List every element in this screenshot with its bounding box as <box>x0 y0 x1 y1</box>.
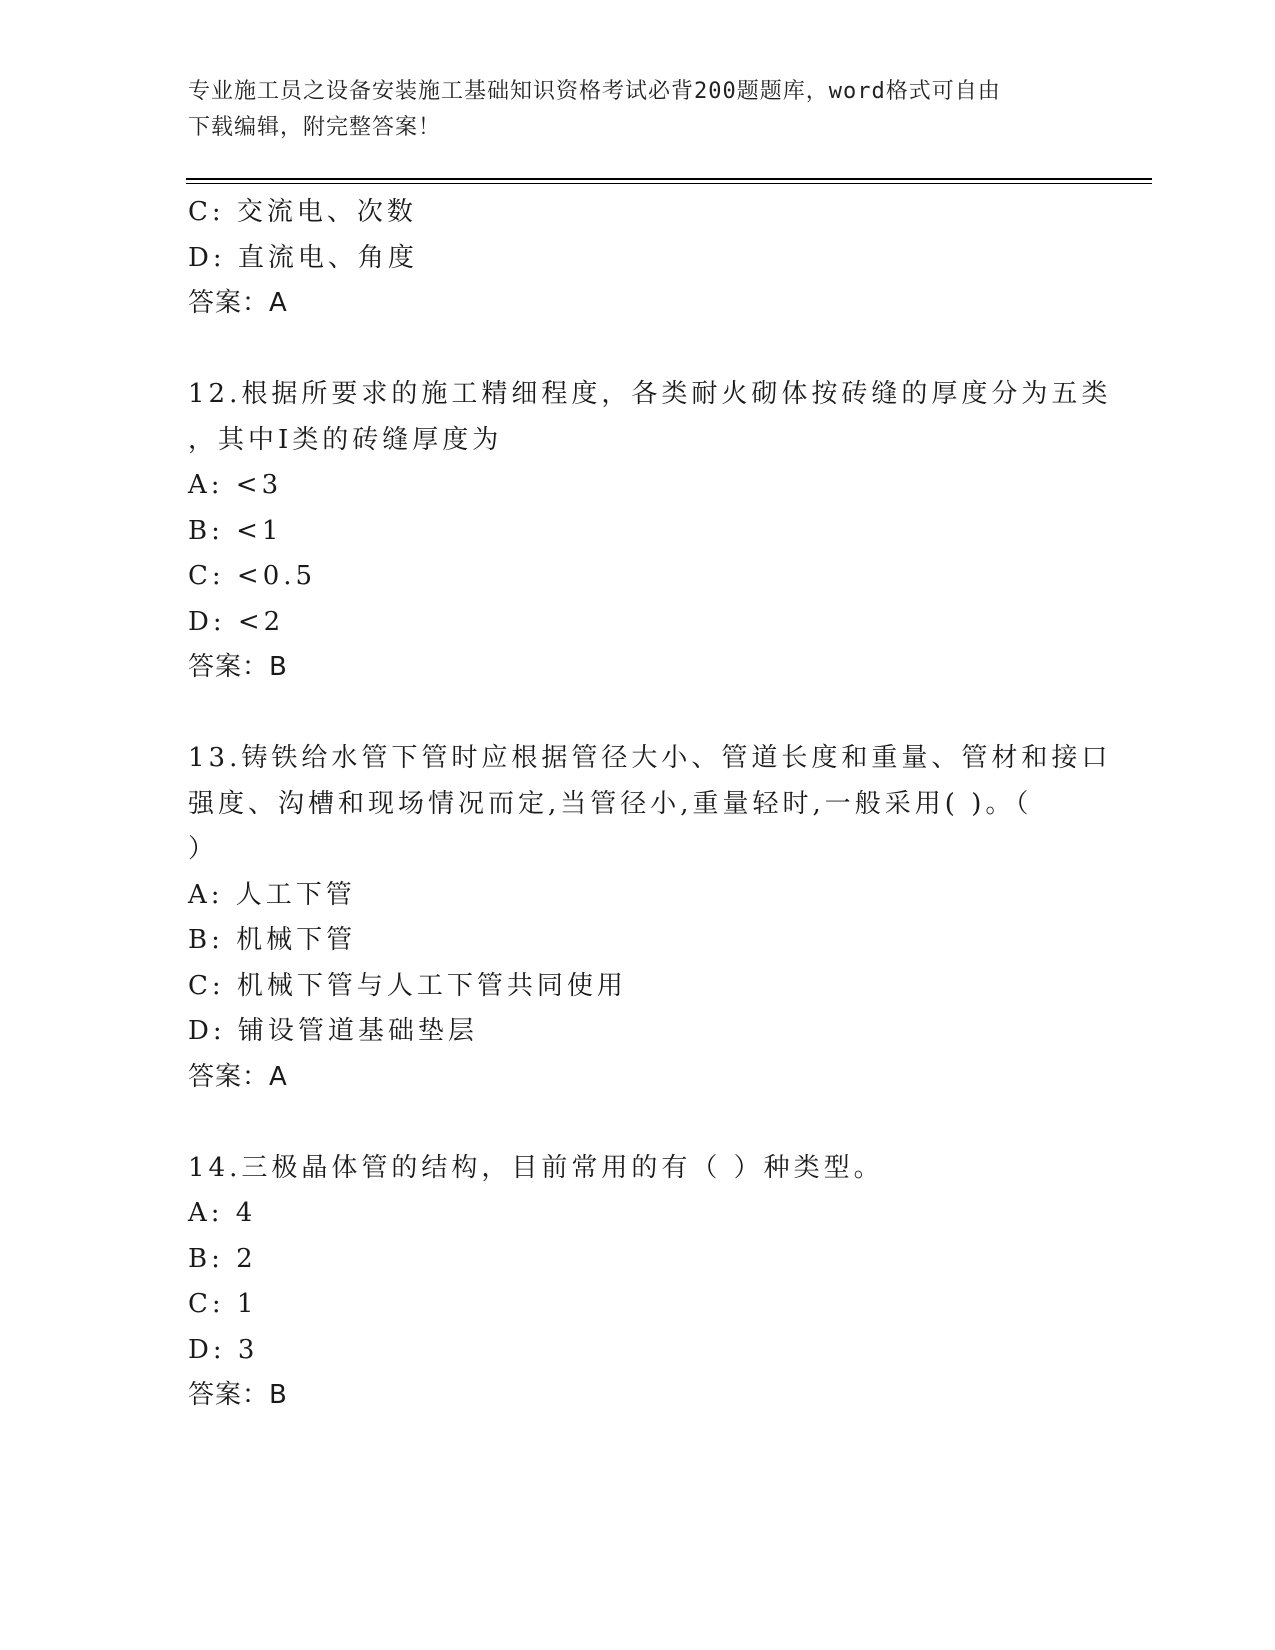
answer: 答案：B <box>188 1380 288 1410</box>
header-divider-thin <box>186 183 1152 184</box>
option-c: C: 交流电、次数 <box>188 197 417 227</box>
option-c: C: 机械下管与人工下管共同使用 <box>188 970 627 1001</box>
option-d: D: 直流电、角度 <box>188 242 418 273</box>
answer: 答案：A <box>188 1061 288 1092</box>
question-text-line: ） <box>188 834 219 864</box>
question-text-line: 13.铸铁给水管下管时应根据管径大小、管道长度和重量、管材和接口 <box>188 743 1112 773</box>
question-text-line: 强度、沟槽和现场情况而定,当管径小,重量轻时,一般采用( )。（ <box>188 788 1033 819</box>
spacer <box>188 691 1088 737</box>
header-divider-thick <box>186 178 1152 180</box>
document-header <box>188 74 1068 146</box>
answer: 答案：B <box>188 652 288 682</box>
option-d: D: 3 <box>188 1334 259 1365</box>
header-line-1: 专业施工员之设备安装施工基础知识资格考试必背200题题库，word格式可自由 <box>188 79 1001 104</box>
question-14 <box>188 1146 1088 1419</box>
spacer <box>188 327 1088 373</box>
answer: 答案：A <box>188 288 288 318</box>
option-c: C: <0.5 <box>188 561 317 591</box>
option-b: B: 机械下管 <box>188 925 357 955</box>
question-11-continued <box>188 190 1088 327</box>
question-text-line: 12.根据所要求的施工精细程度，各类耐火砌体按砖缝的厚度分为五类 <box>188 379 1112 409</box>
spacer <box>188 1100 1088 1146</box>
header-line-2: 下载编辑，附完整答案！ <box>188 115 442 140</box>
option-b: B: <1 <box>188 515 283 546</box>
question-13 <box>188 736 1112 1100</box>
option-a: A: <3 <box>188 470 283 500</box>
option-d: D: <2 <box>188 606 285 637</box>
option-a: A: 4 <box>188 1198 257 1228</box>
document-body <box>188 190 1112 1419</box>
question-12 <box>188 372 1112 691</box>
option-b: B: 2 <box>188 1243 257 1274</box>
question-text-line: 14.三极晶体管的结构，目前常用的有（ ）种类型。 <box>188 1152 884 1183</box>
option-d: D: 铺设管道基础垫层 <box>188 1016 478 1046</box>
option-a: A: 人工下管 <box>188 879 356 910</box>
question-text-line: ，其中Ⅰ类的砖缝厚度为 <box>188 424 503 455</box>
option-c: C: 1 <box>188 1289 258 1319</box>
